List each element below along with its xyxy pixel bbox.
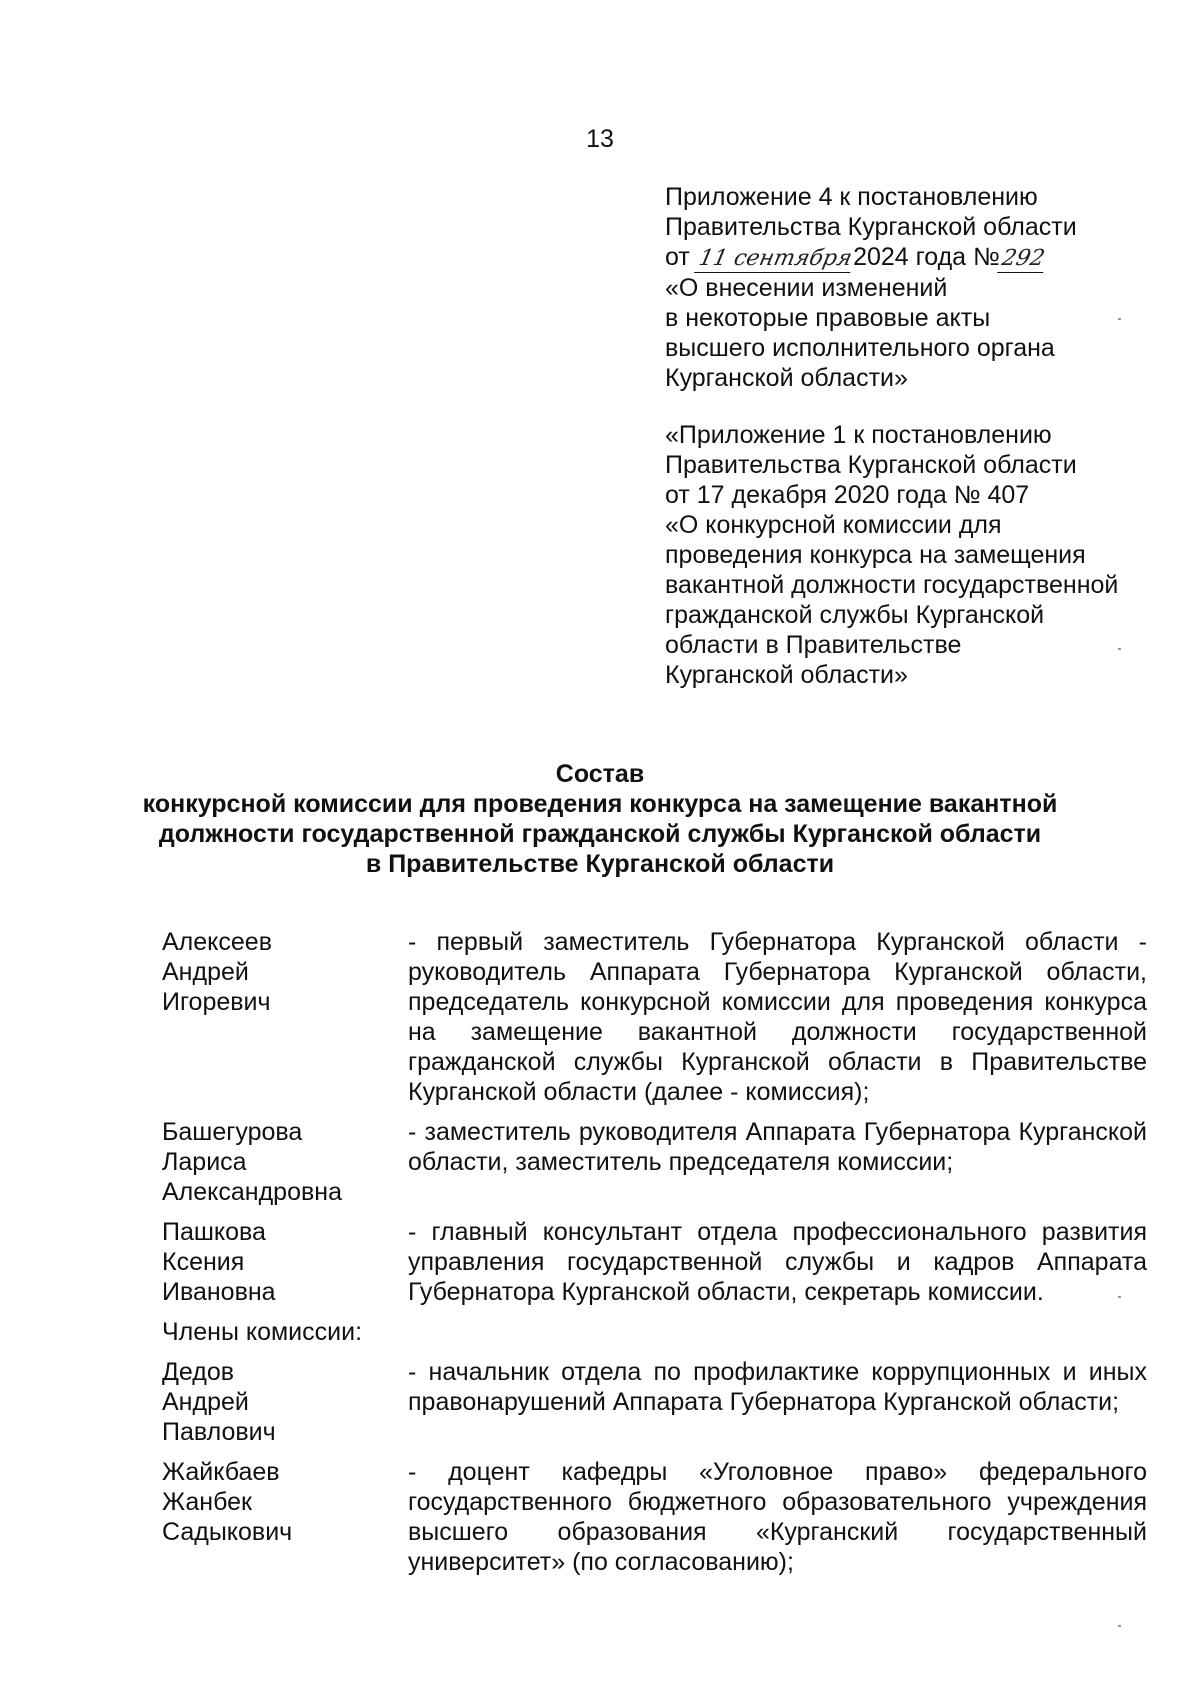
member-entry xyxy=(162,927,1147,1107)
member-role: - главный консультант отдела профессионального развития управления государственной службы и кадров Аппарата Губернатора Курганской области, секретарь комиссии. xyxy=(408,1218,1147,1306)
member-surname: Пашкова xyxy=(162,1218,266,1246)
annex-current-line: Курганской области» xyxy=(665,364,908,392)
annex-current-line: «О внесении изменений xyxy=(665,274,948,302)
member-role: - доцент кафедры «Уголовное право» федерального государственного бюджетного образовательного учреждения высшего образования «Курганский государственный университет» (по согласованию); xyxy=(408,1458,1147,1576)
commission-list xyxy=(162,927,1147,1587)
member-entry xyxy=(162,1357,1147,1447)
scan-speck xyxy=(1118,648,1121,650)
member-entry xyxy=(162,1217,1147,1307)
annex-current-line: в некоторые правовые акты xyxy=(665,304,991,332)
member-surname: Алексеев xyxy=(162,928,272,956)
heading-line: в Правительстве Курганской области xyxy=(365,850,835,878)
member-name xyxy=(162,1217,408,1307)
member-role: - первый заместитель Губернатора Курганской области - руководитель Аппарата Губернатора Курганской области, председатель конкурсной комиссии для проведения конкурса на замещение вакантной должности государственной гражданской службы Курганской области в Правительстве Курганской области (далее - комиссия); xyxy=(408,928,1147,1106)
member-entry xyxy=(162,1117,1147,1207)
member-role: - начальник отдела по профилактике коррупционных и иных правонарушений Аппарата Губернатора Курганской области; xyxy=(408,1358,1147,1416)
annex-original-line: проведения конкурса на замещения xyxy=(665,541,1086,569)
date-prefix: от xyxy=(665,243,697,271)
member-surname: Башегурова xyxy=(162,1118,303,1146)
annex-original-line: Курганской области» xyxy=(665,661,908,689)
annex-current-date-line xyxy=(665,242,1175,273)
date-year: 2024 года № xyxy=(853,243,1000,271)
member-patronymic: Александровна xyxy=(162,1178,342,1206)
member-entry xyxy=(162,1457,1147,1577)
handwritten-date: 11 сентября xyxy=(694,246,856,273)
member-name xyxy=(162,1117,408,1207)
heading-line: должности государственной гражданской службы Курганской области xyxy=(158,820,1042,848)
member-patronymic: Садыкович xyxy=(162,1518,293,1546)
heading-line: конкурсной комиссии для проведения конкурса на замещение вакантной xyxy=(142,790,1058,818)
member-patronymic: Игоревич xyxy=(162,988,271,1016)
annex-original-line: «Приложение 1 к постановлению xyxy=(665,421,1052,449)
page-number: 13 xyxy=(586,125,614,153)
member-role: - заместитель руководителя Аппарата Губернатора Курганской области, заместитель председателя комиссии; xyxy=(408,1118,1147,1176)
annex-current-line: Приложение 4 к постановлению xyxy=(665,183,1038,211)
member-first-name: Жанбек xyxy=(162,1488,252,1516)
heading-title: Состав xyxy=(555,760,645,788)
handwritten-number: 292 xyxy=(997,246,1049,273)
annex-original-line: от 17 декабря 2020 года № 407 xyxy=(665,481,1030,509)
member-name xyxy=(162,1457,408,1547)
annex-original-line: вакантной должности государственной xyxy=(665,571,1119,599)
scan-speck xyxy=(1118,1625,1121,1627)
annex-current-line: Правительства Курганской области xyxy=(665,213,1077,241)
member-first-name: Ксения xyxy=(162,1248,245,1276)
member-name xyxy=(162,1357,408,1447)
member-patronymic: Ивановна xyxy=(162,1278,276,1306)
document-heading xyxy=(0,759,1200,879)
member-first-name: Андрей xyxy=(162,958,249,986)
member-first-name: Андрей xyxy=(162,1388,249,1416)
annex-original-reference xyxy=(665,420,1175,690)
scan-speck xyxy=(1118,1296,1121,1298)
member-surname: Жайкбаев xyxy=(162,1458,280,1486)
annex-original-line: «О конкурсной комиссии для xyxy=(665,511,1002,539)
annex-current-line: высшего исполнительного органа xyxy=(665,334,1055,362)
member-surname: Дедов xyxy=(162,1358,235,1386)
annex-original-line: гражданской службы Курганской xyxy=(665,601,1045,629)
members-label: Члены комиссии: xyxy=(162,1318,363,1346)
member-name xyxy=(162,927,408,1017)
annex-original-line: Правительства Курганской области xyxy=(665,451,1077,479)
member-patronymic: Павлович xyxy=(162,1418,276,1446)
scan-speck xyxy=(1118,318,1121,320)
annex-original-line: области в Правительстве xyxy=(665,631,962,659)
member-first-name: Лариса xyxy=(162,1148,247,1176)
annex-current-reference xyxy=(665,182,1175,393)
